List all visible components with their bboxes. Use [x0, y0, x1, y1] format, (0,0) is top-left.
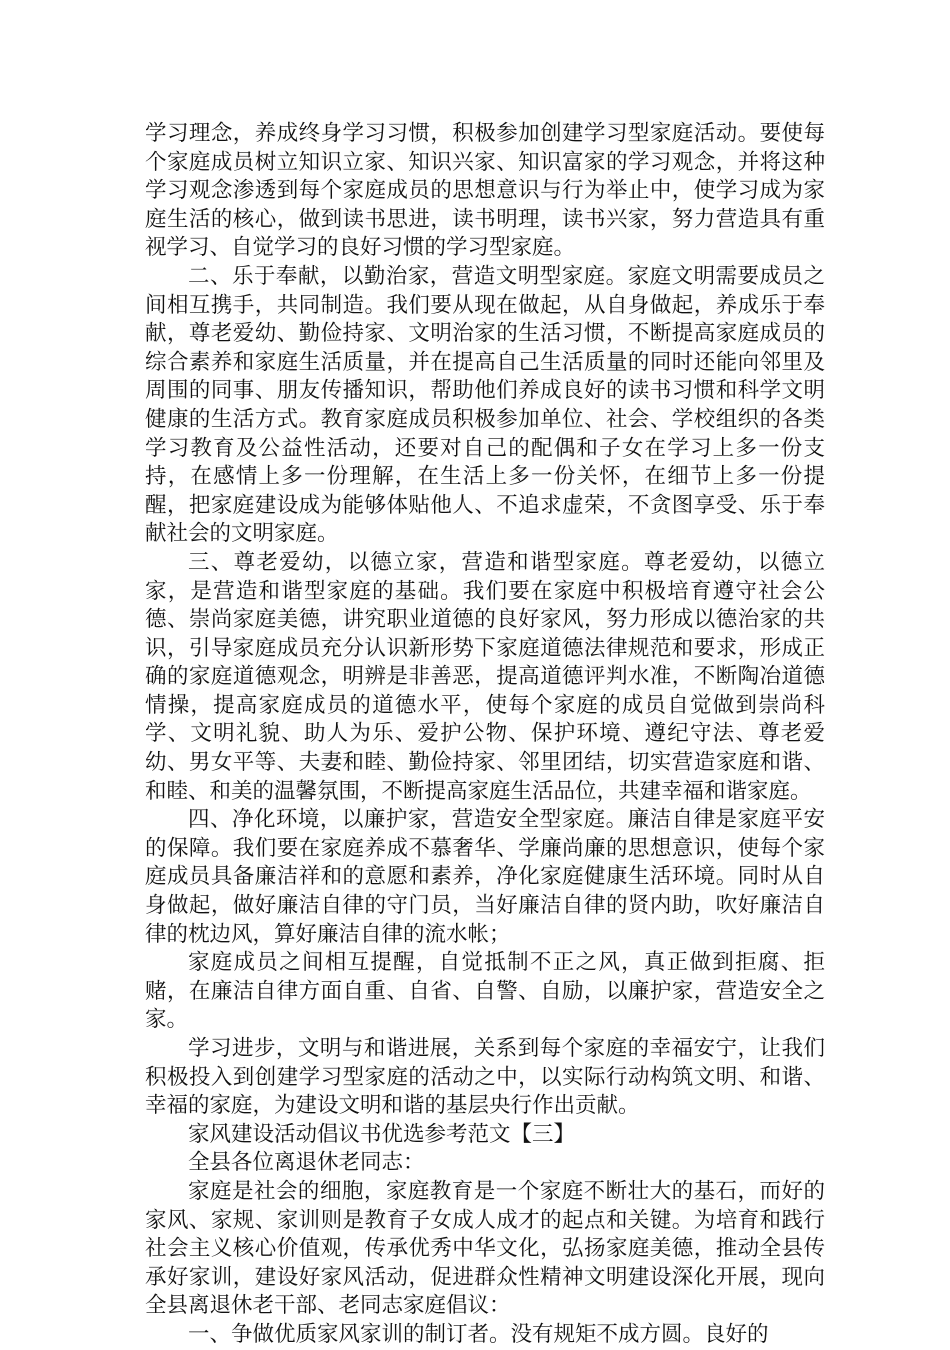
section-heading-sample-three: 家风建设活动倡议书优选参考范文【三】 — [188, 1121, 576, 1147]
paragraph-safe-family: 四、净化环境，以廉护家，营造安全型家庭。廉洁自律是家庭平安的保障。我们要在家庭养成不慕奢华、学廉尚廉的思想意识，使每个家庭成员具备廉洁祥和的意愿和素养，净化家庭健康生活环境。同时从自身做起，做好廉洁自律的守门员，当好廉洁自律的贤内助，吹好廉洁自律的枕边风，算好廉洁自律的流水帐； — [145, 807, 825, 947]
salutation: 全县各位离退休老同志： — [188, 1150, 425, 1176]
paragraph-harmonious-family: 三、尊老爱幼，以德立家，营造和谐型家庭。尊老爱幼，以德立家，是营造和谐型家庭的基础。我们要在家庭中积极培育遵守社会公德、崇尚家庭美德，讲究职业道德的良好家风，努力形成以德治家的共识，引导家庭成员充分认识新形势下家庭道德法律规范和要求，形成正确的家庭道德观念，明辨是非善恶，提高道德评判水准，不断陶冶道德情操，提高家庭成员的道德水平，使每个家庭的成员自觉做到崇尚科学、文明礼貌、助人为乐、爱护公物、保护环境、遵纪守法、尊老爱幼、男女平等、夫妻和睦、勤俭持家、邻里团结，切实营造家庭和谐、和睦、和美的温馨氛围，不断提高家庭生活品位，共建幸福和谐家庭。 — [145, 549, 825, 804]
paragraph-family-rules-maker: 一、争做优质家风家训的制订者。没有规矩不成方圆。良好的 — [188, 1321, 769, 1347]
paragraph-mutual-reminder: 家庭成员之间相互提醒，自觉抵制不正之风，真正做到拒腐、拒赌，在廉洁自律方面自重、自省、自警、自励，以廉护家，营造安全之家。 — [145, 950, 825, 1033]
paragraph-learning-concept: 学习理念，养成终身学习习惯，积极参加创建学习型家庭活动。要使每个家庭成员树立知识立家、知识兴家、知识富家的学习观念，并将这种学习观念渗透到每个家庭成员的思想意识与行为举止中，使学习成为家庭生活的核心，做到读书思进，读书明理，读书兴家，努力营造具有重视学习、自觉学习的良好习惯的学习型家庭。 — [145, 121, 825, 261]
paragraph-dedication-civilized-family: 二、乐于奉献，以勤治家，营造文明型家庭。家庭文明需要成员之间相互携手，共同制造。我们要从现在做起，从自身做起，养成乐于奉献，尊老爱幼、勤俭持家、文明治家的生活习惯，不断提高家庭成员的综合素养和家庭生活质量，并在提高自己生活质量的同时还能向邻里及周围的同事、朋友传播知识，帮助他们养成良好的读书习惯和科学文明健康的生活方式。教育家庭成员积极参加单位、社会、学校组织的各类学习教育及公益性活动，还要对自己的配偶和子女在学习上多一份支持，在感情上多一份理解，在生活上多一份关怀，在细节上多一份提醒，把家庭建设成为能够体贴他人、不追求虚荣，不贪图享受、乐于奉献社会的文明家庭。 — [145, 263, 825, 547]
paragraph-family-cell: 家庭是社会的细胞，家庭教育是一个家庭不断壮大的基石，而好的家风、家规、家训则是教育子女成人成才的起点和关键。为培育和践行社会主义核心价值观，传承优秀中华文化，弘扬家庭美德，推动全县传承好家训，建设好家风活动，促进群众性精神文明建设深化开展，现向全县离退休老干部、老同志家庭倡议： — [145, 1178, 825, 1319]
document-page — [145, 120, 825, 1350]
paragraph-learning-progress: 学习进步，文明与和谐进展，关系到每个家庭的幸福安宁，让我们积极投入到创建学习型家庭的活动之中，以实际行动构筑文明、和谐、幸福的家庭，为建设文明和谐的基层央行作出贡献。 — [145, 1036, 825, 1119]
